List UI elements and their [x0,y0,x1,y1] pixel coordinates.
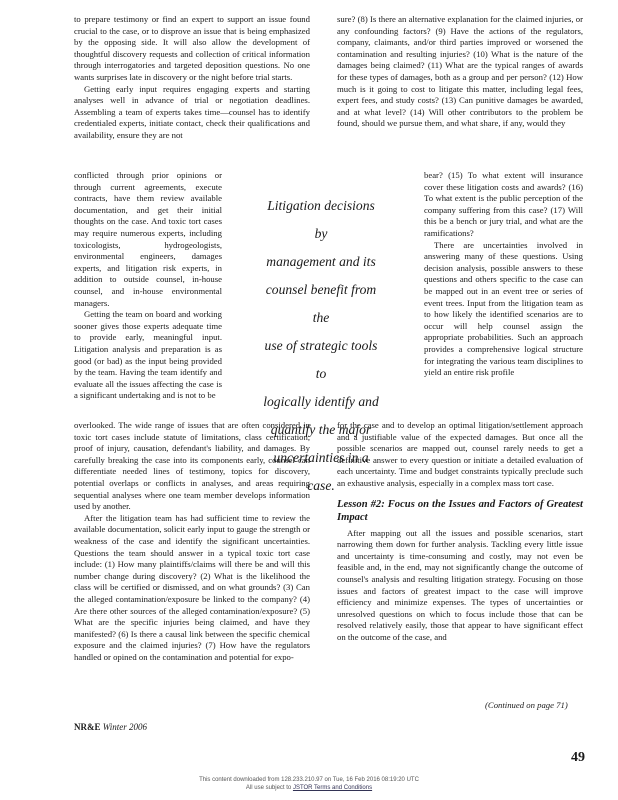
journal-issue: Winter 2006 [102,722,147,732]
paragraph: There are uncertainties involved in answering many of these questions. Using decision analysis, possible answers to these questions and others specific to the case can be mapped out in an event tree or series of event trees. Input from the litigation team as to how likely the identified scenarios are to occur will help counsel assign the appropriate probabilities. Such an approach provides a comprehensive logical structure for integrating the various team disciplines to yield an entire risk profile [424,239,583,378]
paragraph: Getting the team on board and working sooner gives those experts adequate time to provide early, meaningful input. Litigation analysis and preparation is as good (or bad) as the input being provided by the team. Having the team identify and evaluate all the issues affecting the case is a significant undertaking and is not to be [74,309,222,401]
footer-journal [74,722,147,732]
paragraph: conflicted through prior opinions or through current agreements, execute contracts, have them review available documentation, and get their initial thoughts on the case. And toxic tort cases may require numerous experts, including toxicologists, hydrogeologists, environmental engineers, damages experts, and litigation risk experts, in addition to outside counsel, in-house counsel, and in-house environmental managers. [74,170,222,308]
pull-quote-line: Litigation decisions by [267,198,375,241]
paragraph: for the case and to develop an optimal litigation/settlement approach and a justifiable value of the expected damages. But once all the possible scenarios are mapped out, counsel rarely needs to get a definitive answer to every question or initiate a detailed evaluation of each uncertainty. Time and budget constraints typically preclude such an exhaustive analysis, especially in a complex mass tort case. [337,420,583,488]
paragraph: to prepare testimony or find an expert to support an issue found crucial to the case, or to disprove an issue that is being emphasized by the opposing side. It will also allow the development of thoughtful discovery requests and collection of critical information through interrogatories and targeted deposition questions. No one wants surprises late in discovery or the night before trial starts. [74,14,310,82]
pull-quote-line: use of strategic tools to [264,338,378,381]
column-right-top [337,14,583,130]
continued-note: (Continued on page 71) [485,700,568,710]
column-left-top [74,14,310,142]
download-notice-terms [0,784,618,792]
paragraph: After mapping out all the issues and possible scenarios, start narrowing them down for further analysis. Tackling every little issue and uncertainty is time-consuming and costly, may not even be feasible and, in the end, may not significantly change the outcome of counsel's analysis and resulting litigation strategy. Focusing on those issues and factors of greatest impact to the case will improve efficiency and minimize expenses. The types of uncertainties or unresolved questions on which to focus include those that can be resolved relatively easily, those that appear to have significant effect on the outcome of the case, and [337,527,583,642]
column-right-narrow [424,170,583,379]
section-heading: Lesson #2: Focus on the Issues and Factors of Greatest Impact [337,498,583,523]
pull-quote-line: management and its [266,254,376,269]
paragraph: overlooked. The wide range of issues that are often considered in toxic tort cases include statute of limitations, class certification, proof of injury, causation, defendant's liability, and damages. By carefully breaking the case into its components early, counsel can differentiate needed lines of testimony, topics for discovery, potential overlaps or conflicts in analyses, and areas requiring sequential analyses where one team member develops information used by another. [74,420,310,512]
column-right-bottom [337,420,583,644]
column-left-narrow [74,170,222,402]
page-number: 49 [571,750,585,765]
column-left-bottom [74,420,310,663]
pull-quote-line: counsel benefit from the [265,282,377,325]
paragraph: After the litigation team has had sufficient time to review the available documentation, solicit early input to gauge the strength or weakness of the case and identify the significant uncertainties. Questions the team should answer in a typical toxic tort case include: (1) How many plaintiffs/claims will there be and will this number change during discovery? (2) What is the likelihood the class will be certified or dismissed, and on what grounds? (3) Can the alleged contamination/exposure be linked to the company? (4) Are there other sources of the alleged contamination/exposure? (5) What are the specific injuries being claimed, and have they manifested? (6) Is there a causal link between the specific chemical exposure and the claimed injuries? (7) How have the regulators handled or opined on the contamination and potential for expo- [74,512,310,662]
pull-quote-line: logically identify and [263,394,379,409]
terms-prefix: All use subject to [245,785,292,791]
paragraph: Getting early input requires engaging experts and starting analyses well in advance of trial or negotiation deadlines. Assembling a team of experts takes time—counsel has to identify credentialed experts, initiate contact, check their qualifications and availability, ensure they are not [74,83,310,140]
terms-link[interactable]: JSTOR Terms and Conditions [292,785,373,791]
journal-name: NR&E [74,722,101,732]
paragraph: bear? (15) To what extent will insurance cover these litigation costs and awards? (16) To what extent is the public perception of the company suffering from this case? (17) Will this be a bench or jury trial, and what are the ramifications? [424,170,583,238]
download-notice [0,776,618,792]
pull-quote-line: uncertainties in a case. [273,450,369,493]
pull-quote-line: quantify the major [270,422,372,437]
download-notice-line: This content downloaded from 128.233.210.97 on Tue, 16 Feb 2016 08:19:20 UTC [199,777,419,783]
paragraph: sure? (8) Is there an alternative explanation for the claimed injuries, or any confounding factors? (9) Have the actions of the regulators, company, claimants, and/or third parties improved or worsened the contamination and resulting injuries? (10) What is the nature of the damages being claimed? (11) What are the typical ranges of awards for these types of damages, both as a group and per person? (12) How much is it going to cost to litigate this matter, including legal fees, expert fees, and study costs? (13) Can punitive damages be awarded, and at what level? (14) Will other contributors to the problem be found, should we pursue them, and what share, if any, would they [337,14,583,129]
